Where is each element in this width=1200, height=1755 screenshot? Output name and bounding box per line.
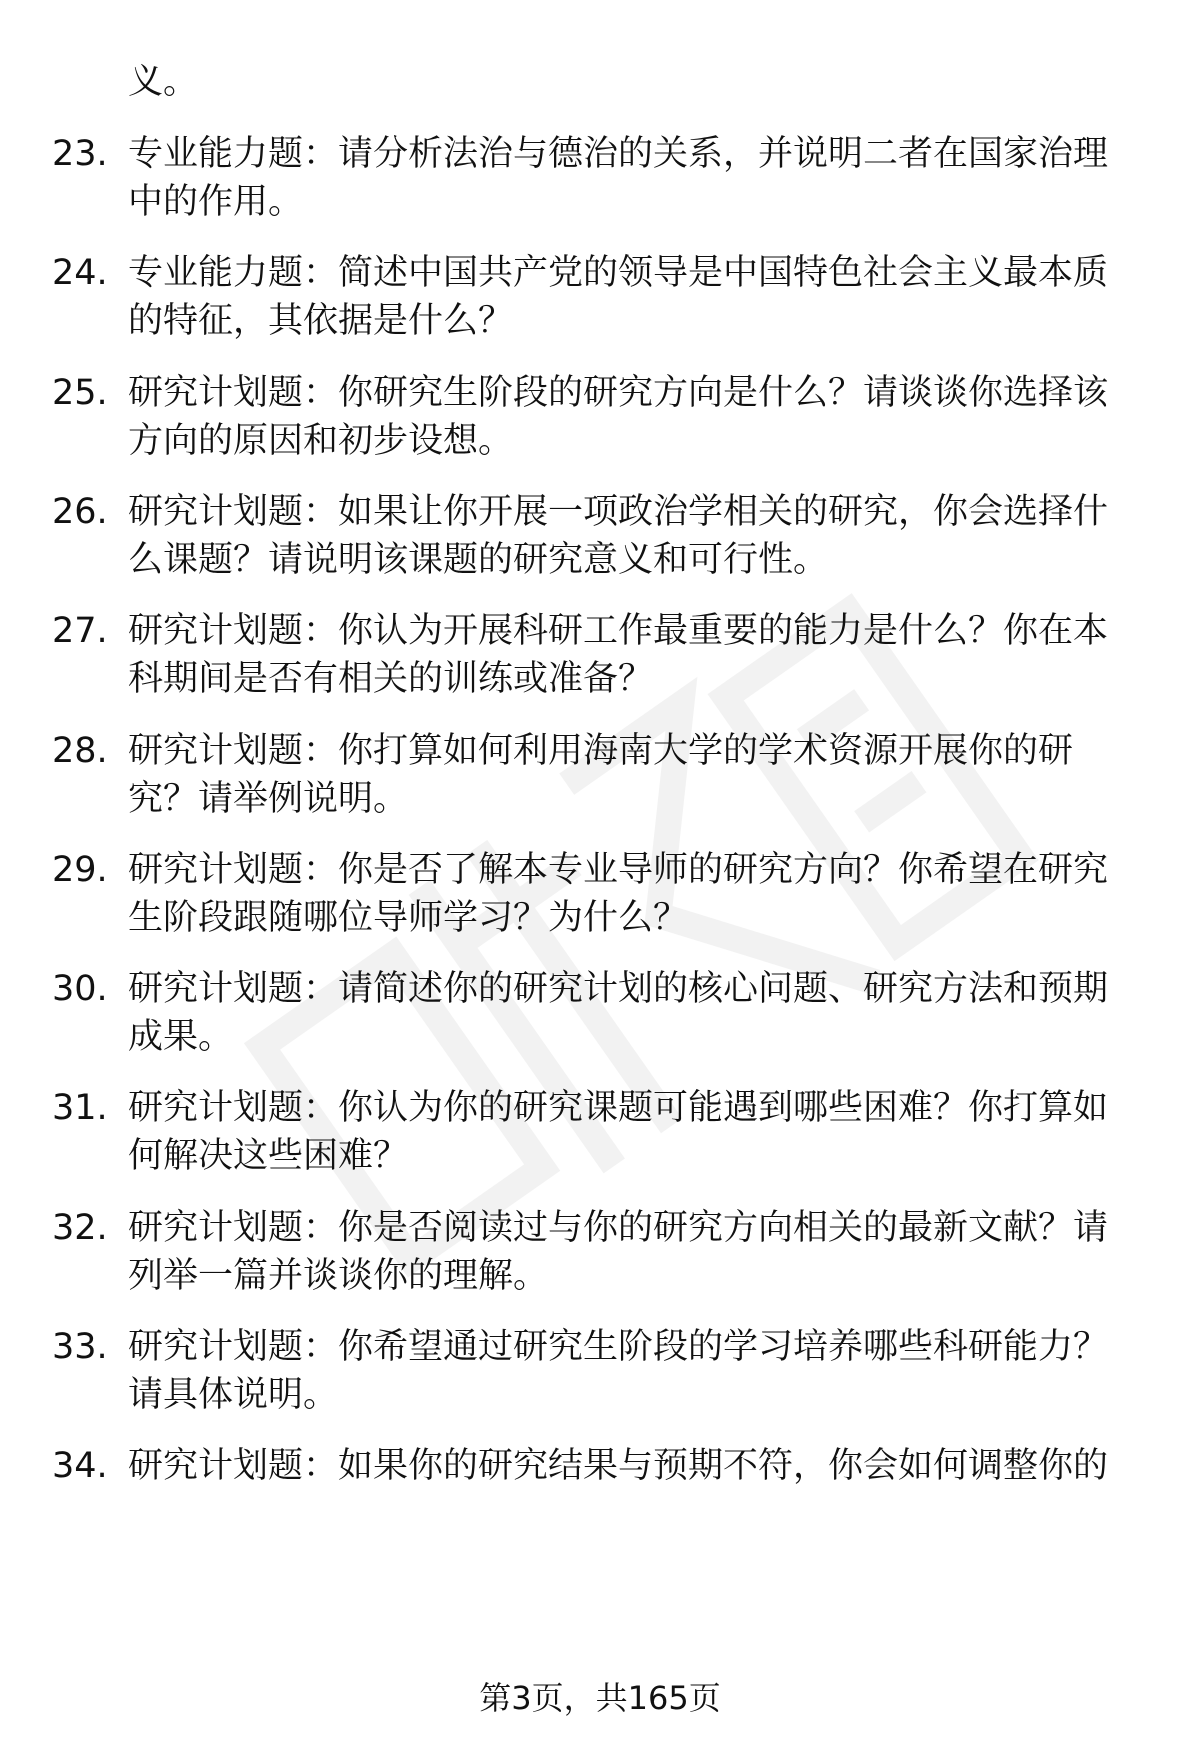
question-text: 研究计划题：你是否了解本专业导师的研究方向？你希望在研究 生阶段跟随哪位导师学习？为什么？ [128,850,1109,938]
question-item [52,1084,1152,1180]
page-footer: 第3页，共165页 [479,1679,721,1717]
question-text: 研究计划题：你认为你的研究课题可能遇到哪些困难？你打算如 何解决这些困难？ [128,1088,1109,1176]
question-item [52,1323,1152,1419]
question-item [52,965,1152,1061]
question-text: 研究计划题：你研究生阶段的研究方向是什么？请谈谈你选择该 方向的原因和初步设想。 [128,373,1109,461]
question-number: 34. [52,1446,108,1486]
continuation-text: 义。 [128,62,199,102]
question-number: 30. [52,969,108,1009]
question-number: 33. [52,1327,108,1367]
question-number: 32. [52,1208,108,1248]
question-item [52,1204,1152,1300]
question-text: 研究计划题：你打算如何利用海南大学的学术资源开展你的研 究？请举例说明。 [128,731,1074,819]
question-number: 29. [52,850,108,890]
question-text: 研究计划题：你认为开展科研工作最重要的能力是什么？你在本 科期间是否有相关的训练或准备？ [128,611,1109,699]
question-text: 研究计划题：如果让你开展一项政治学相关的研究，你会选择什 么课题？请说明该课题的研究意义和可行性。 [128,492,1109,580]
question-number: 26. [52,492,108,532]
question-text: 专业能力题：请分析法治与德治的关系，并说明二者在国家治理 中的作用。 [128,134,1109,222]
question-text: 研究计划题：请简述你的研究计划的核心问题、研究方法和预期 成果。 [128,969,1109,1057]
question-item [52,369,1152,465]
question-item [52,130,1152,226]
question-number: 27. [52,611,108,651]
question-item [52,1442,1152,1490]
question-item [52,846,1152,942]
question-text: 研究计划题：你希望通过研究生阶段的学习培养哪些科研能力？ 请具体说明。 [128,1327,1109,1415]
question-item [52,607,1152,703]
question-number: 31. [52,1088,108,1128]
question-item [52,727,1152,823]
question-text: 研究计划题：你是否阅读过与你的研究方向相关的最新文献？请 列举一篇并谈谈你的理解。 [128,1208,1109,1296]
question-number: 25. [52,373,108,413]
question-text: 研究计划题：如果你的研究结果与预期不符，你会如何调整你的 [128,1446,1109,1486]
question-number: 28. [52,731,108,771]
question-text: 专业能力题：简述中国共产党的领导是中国特色社会主义最本质 的特征，其依据是什么？ [128,253,1109,341]
question-number: 23. [52,134,108,174]
question-number: 24. [52,253,108,293]
question-item [52,249,1152,345]
question-item [52,488,1152,584]
